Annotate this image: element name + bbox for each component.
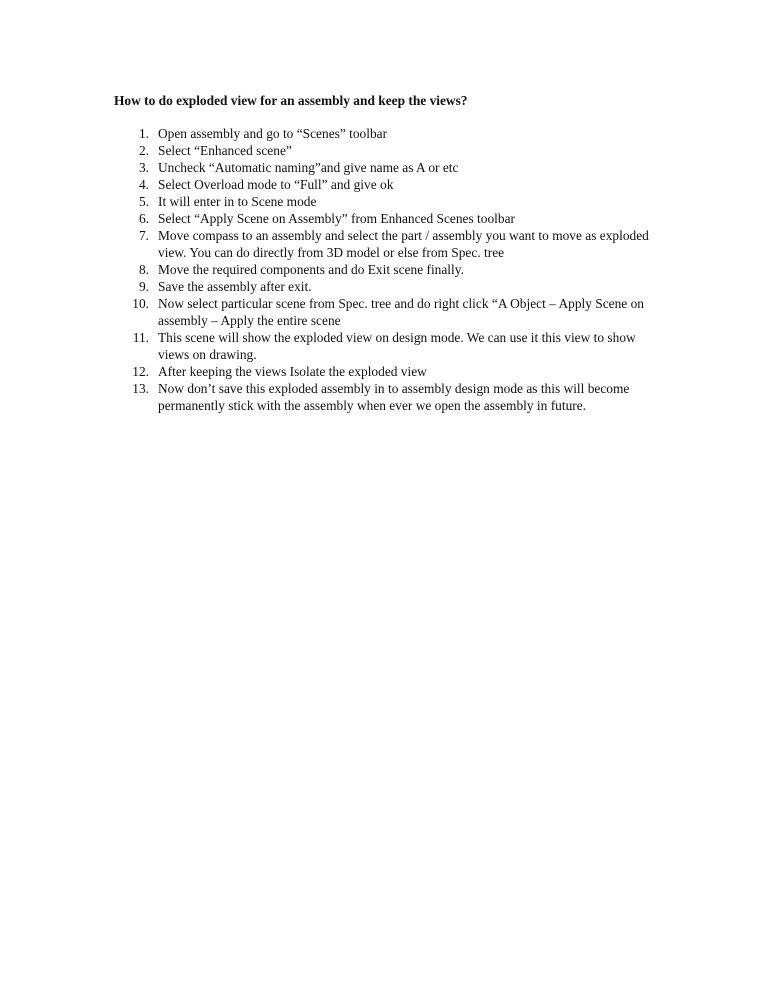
step-number: 1. bbox=[138, 126, 149, 141]
step-text: Open assembly and go to “Scenes” toolbar bbox=[158, 126, 388, 141]
list-item bbox=[126, 261, 656, 278]
list-item bbox=[126, 380, 656, 414]
step-text: It will enter in to Scene mode bbox=[158, 194, 317, 209]
list-item bbox=[126, 295, 656, 329]
list-item bbox=[126, 363, 656, 380]
step-number: 6. bbox=[138, 211, 149, 226]
list-item bbox=[126, 125, 656, 142]
step-number: 13. bbox=[132, 381, 149, 396]
step-number: 3. bbox=[138, 160, 149, 175]
step-text: Select “Apply Scene on Assembly” from Enhanced Scenes toolbar bbox=[158, 211, 515, 226]
step-text: Now don’t save this exploded assembly in to assembly design mode as this will become permanently stick with the assembly when ever we open the assembly in future. bbox=[158, 381, 630, 413]
step-text: Uncheck “Automatic naming”and give name as A or etc bbox=[158, 160, 459, 175]
list-item bbox=[126, 329, 656, 363]
step-text: Select “Enhanced scene” bbox=[158, 143, 292, 158]
step-text: Save the assembly after exit. bbox=[158, 279, 312, 294]
list-item bbox=[126, 278, 656, 295]
step-number: 5. bbox=[138, 194, 149, 209]
list-item bbox=[126, 227, 656, 261]
step-number: 9. bbox=[138, 279, 149, 294]
steps-list bbox=[126, 125, 656, 414]
step-number: 2. bbox=[138, 143, 149, 158]
step-number: 10. bbox=[132, 296, 149, 311]
list-item bbox=[126, 210, 656, 227]
list-item bbox=[126, 142, 656, 159]
step-text: Select Overload mode to “Full” and give ok bbox=[158, 177, 394, 192]
step-number: 8. bbox=[138, 262, 149, 277]
list-item bbox=[126, 176, 656, 193]
step-text: Move the required components and do Exit scene finally. bbox=[158, 262, 464, 277]
step-text: Now select particular scene from Spec. tree and do right click “A Object – Apply Scene on assembly – Apply the entire scene bbox=[158, 296, 644, 328]
list-item bbox=[126, 159, 656, 176]
step-number: 7. bbox=[138, 228, 149, 243]
step-text: Move compass to an assembly and select the part / assembly you want to move as exploded view. You can do directly from 3D model or else from Spec. tree bbox=[158, 228, 649, 260]
document-title: How to do exploded view for an assembly and keep the views? bbox=[114, 93, 468, 108]
step-text: This scene will show the exploded view on design mode. We can use it this view to show views on drawing. bbox=[158, 330, 636, 362]
step-text: After keeping the views Isolate the exploded view bbox=[158, 364, 427, 379]
step-number: 4. bbox=[138, 177, 149, 192]
list-item bbox=[126, 193, 656, 210]
step-number: 12. bbox=[132, 364, 149, 379]
step-number: 11. bbox=[132, 330, 149, 345]
